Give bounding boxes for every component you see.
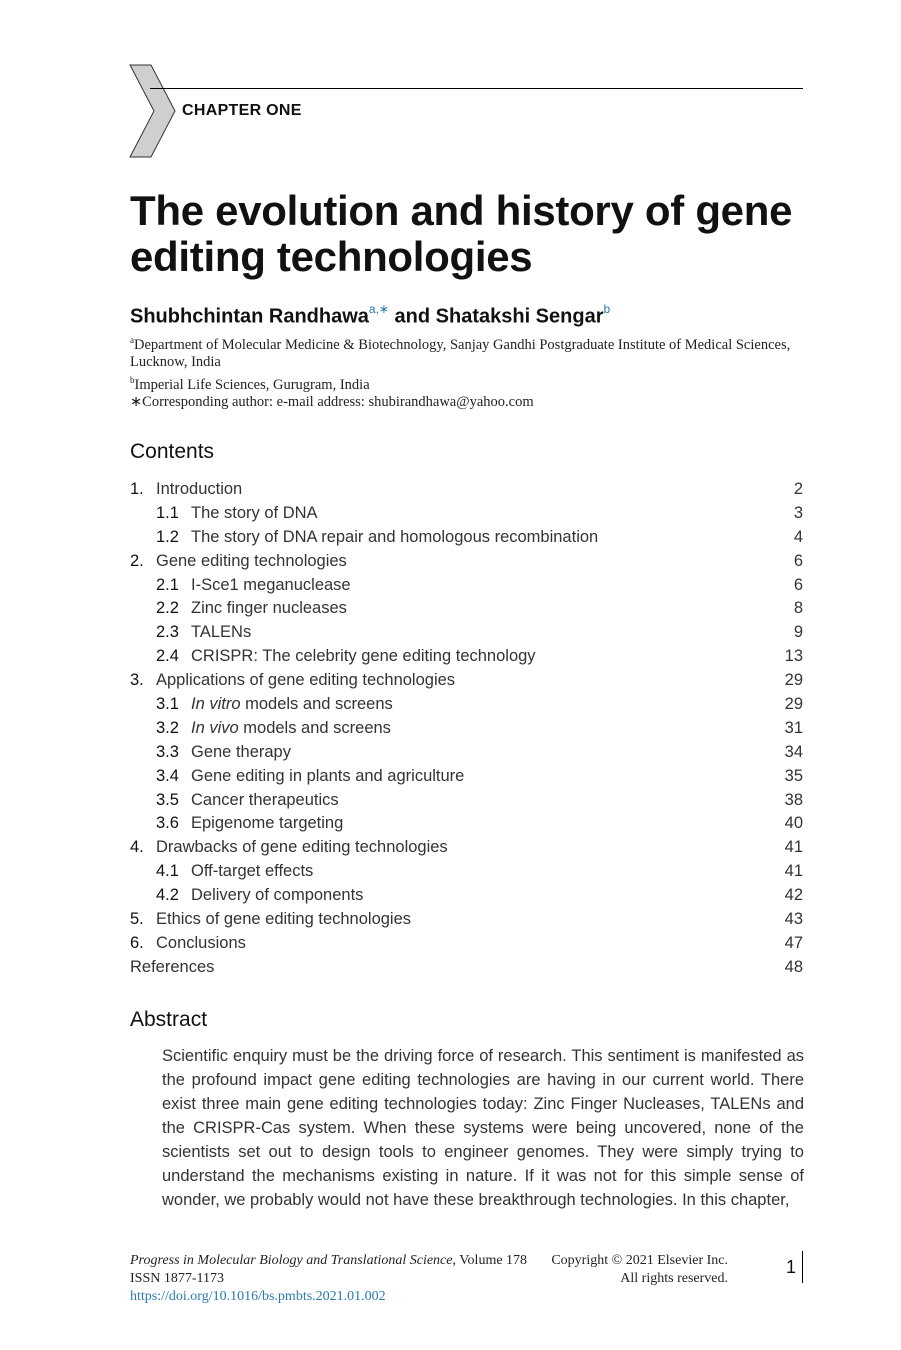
table-of-contents	[130, 478, 803, 980]
toc-entry-page: 48	[784, 957, 803, 976]
toc-entry-number: 2.3	[156, 623, 179, 642]
toc-entry-number: 4.	[130, 838, 144, 857]
toc-entry-label: Applications of gene editing technologies	[156, 671, 456, 690]
toc-entry-page: 41	[784, 862, 803, 881]
toc-entry-page: 34	[784, 742, 803, 761]
toc-entry[interactable]	[130, 932, 803, 956]
toc-entry-label: Zinc finger nucleases	[191, 599, 347, 618]
toc-entry[interactable]	[130, 884, 803, 908]
toc-entry-number: 6.	[130, 933, 144, 952]
author-affiliation-marker[interactable]: b	[603, 302, 611, 316]
issn: ISSN 1877-1173	[130, 1271, 224, 1286]
chapter-label: CHAPTER ONE	[182, 102, 302, 119]
affiliation	[130, 332, 810, 372]
toc-entry-number: 3.5	[156, 790, 179, 809]
toc-entry-label: The story of DNA repair and homologous recombination	[191, 527, 599, 546]
toc-entry-label: Off-target effects	[191, 862, 314, 881]
toc-entry-number: 2.4	[156, 647, 179, 666]
toc-entry[interactable]	[130, 645, 803, 669]
toc-entry-number: 5.	[130, 910, 144, 929]
page-number: 1	[786, 1257, 797, 1277]
affiliation-marker: b	[130, 374, 135, 385]
journal-volume: , Volume 178	[452, 1253, 528, 1268]
toc-entry-page: 31	[784, 718, 803, 737]
toc-entry[interactable]	[130, 669, 803, 693]
toc-entry-number: 3.6	[156, 814, 179, 833]
toc-entry-number: 4.1	[156, 862, 179, 881]
toc-entry-page: 41	[784, 838, 803, 857]
author-name: Shatakshi Sengar	[435, 305, 604, 328]
rights-text: All rights reserved.	[620, 1271, 728, 1286]
toc-entry-number: 2.1	[156, 575, 179, 594]
toc-entry-page: 47	[784, 933, 803, 952]
toc-entry-number: 1.	[130, 480, 144, 498]
header-rule	[150, 88, 803, 89]
toc-entry-label-italic: In vitro	[191, 695, 241, 714]
toc-entry-label-rest: models and screens	[240, 695, 393, 714]
toc-entry[interactable]	[130, 526, 803, 550]
toc-entry-page: 6	[793, 575, 803, 594]
copyright-notice	[551, 1252, 728, 1288]
toc-entry-page: 38	[784, 790, 803, 809]
author-name: Shubhchintan Randhawa	[130, 305, 369, 328]
toc-entry-label: CRISPR: The celebrity gene editing technology	[191, 647, 536, 666]
toc-entry-label: Gene editing in plants and agriculture	[191, 766, 465, 785]
toc-entry-page: 3	[793, 503, 803, 522]
affiliation	[130, 372, 810, 394]
author-list	[130, 304, 610, 329]
toc-entry-label: Introduction	[156, 480, 243, 498]
copyright-text: Copyright © 2021 Elsevier Inc.	[551, 1253, 728, 1268]
doi-link[interactable]: https://doi.org/10.1016/bs.pmbts.2021.01.002	[130, 1289, 386, 1304]
toc-entry-number: 2.2	[156, 599, 179, 618]
toc-entry[interactable]	[130, 836, 803, 860]
toc-entry[interactable]	[130, 956, 803, 980]
toc-entry[interactable]	[130, 765, 803, 789]
toc-entry[interactable]	[130, 621, 803, 645]
affiliation-marker: a	[130, 335, 134, 345]
toc-entry-label: Drawbacks of gene editing technologies	[156, 838, 448, 857]
toc-entry-number: 3.	[130, 671, 144, 690]
toc-entry-label: Ethics of gene editing technologies	[156, 910, 412, 929]
toc-entry-number: 2.	[130, 551, 144, 570]
toc-entry-page: 42	[784, 886, 803, 905]
toc-entry-page: 6	[793, 551, 803, 570]
author-joiner: and	[388, 305, 436, 328]
toc-entry[interactable]	[130, 860, 803, 884]
toc-entry-label-italic: In vivo	[191, 718, 239, 737]
toc-entry-page: 40	[784, 814, 803, 833]
toc-entry-page: 29	[784, 671, 803, 690]
toc-entry[interactable]	[130, 741, 803, 765]
toc-entry-label: References	[130, 957, 215, 976]
toc-entry-label: Delivery of components	[191, 886, 364, 905]
toc-entry-label: Cancer therapeutics	[191, 790, 339, 809]
toc-entry-page: 43	[784, 910, 803, 929]
toc-entry-page: 2	[793, 480, 803, 498]
toc-entry-page: 29	[784, 695, 803, 714]
toc-entry-page: 13	[784, 647, 803, 666]
toc-entry[interactable]	[130, 574, 803, 598]
toc-entry[interactable]	[130, 908, 803, 932]
toc-entry-page: 8	[793, 599, 803, 618]
toc-entry-number: 4.2	[156, 886, 179, 905]
abstract-heading: Abstract	[130, 1008, 208, 1031]
toc-entry-label: Gene therapy	[191, 742, 291, 761]
toc-entry-label: Gene editing technologies	[156, 551, 347, 570]
toc-entry-label: TALENs	[191, 623, 252, 642]
toc-entry-number: 1.2	[156, 527, 179, 546]
page-title: The evolution and history of gene editing technologies	[130, 187, 793, 280]
chapter-chevron-icon	[129, 64, 177, 158]
toc-entry-label: The story of DNA	[191, 503, 318, 522]
toc-entry-number: 3.3	[156, 742, 179, 761]
page-number-rule	[802, 1251, 803, 1283]
toc-entry[interactable]	[130, 478, 803, 502]
toc-entry[interactable]	[130, 717, 803, 741]
affiliations	[130, 332, 810, 412]
toc-entry-page: 35	[784, 766, 803, 785]
toc-entry[interactable]	[130, 812, 803, 836]
toc-entry-label	[191, 693, 763, 717]
toc-entry-number: 3.4	[156, 766, 179, 785]
toc-entry[interactable]	[130, 550, 803, 574]
toc-entry-label	[191, 717, 763, 741]
affiliation-text: Imperial Life Sciences, Gurugram, India	[134, 376, 370, 393]
toc-entry[interactable]	[130, 597, 803, 621]
toc-entry[interactable]	[130, 789, 803, 813]
author-affiliation-marker[interactable]: a,∗	[368, 302, 389, 316]
toc-entry[interactable]	[130, 693, 803, 717]
affiliation-text: Department of Molecular Medicine & Biotechnology, Sanjay Gandhi Postgraduate Institute of Medical Sciences, Lucknow, India	[130, 336, 791, 371]
corresponding-author: ∗Corresponding author: e-mail address: shubirandhawa@yahoo.com	[130, 394, 534, 411]
toc-entry-label: Epigenome targeting	[191, 814, 344, 833]
toc-entry-page: 4	[793, 527, 803, 546]
toc-entry-page: 9	[793, 623, 803, 642]
abstract-text: Scientific enquiry must be the driving force of research. This sentiment is manifested as the profound impact gene editing technologies are having in our current world. There exist three main gene editing technologies today: Zinc Finger Nucleases, TALENs and the CRISPR-Cas system. When these systems were being uncovered, none of the scientists set out to design tools to engineer genomes. They were simply trying to understand the mechanisms existing in nature. If it was not for this simple sense of wonder, we probably would not have these breakthrough technologies. In this chapter,	[162, 1047, 804, 1209]
toc-entry-number: 1.1	[156, 503, 179, 522]
toc-entry-number: 3.1	[156, 695, 179, 714]
toc-entry-number: 3.2	[156, 718, 179, 737]
toc-entry-label: I-Sce1 meganuclease	[191, 575, 351, 594]
contents-heading: Contents	[130, 440, 215, 463]
toc-entry[interactable]	[130, 502, 803, 526]
journal-name: Progress in Molecular Biology and Translational Science	[130, 1253, 453, 1268]
toc-entry-label: Conclusions	[156, 933, 246, 952]
toc-entry-label-rest: models and screens	[238, 718, 391, 737]
